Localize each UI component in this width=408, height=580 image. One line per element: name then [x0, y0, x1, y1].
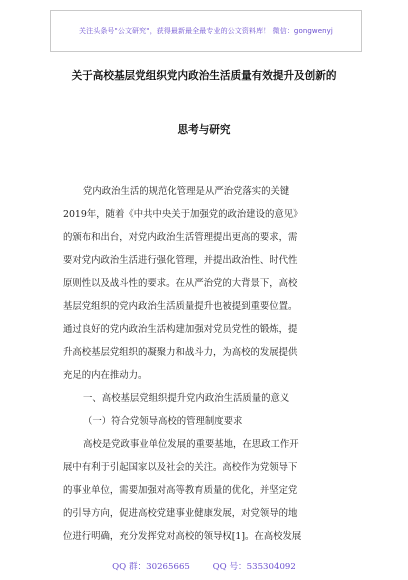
body-line-11: 展中有利于引起国家以及社会的关注。高校作为党领导下	[63, 462, 298, 473]
body-line-2: 2019年，随着《中共中央关于加强党的政治建设的意见》	[63, 209, 303, 220]
body-line-12: 的事业单位，需要加强对高等教育质量的优化，并坚定党	[63, 485, 298, 496]
footer-qq-group: QQ 群：30265665	[112, 562, 190, 572]
body-line-4: 要对党内政治生活进行强化管理，并提出政治性、时代性	[63, 255, 298, 266]
body-line-13: 的引导方向，促进高校党建事业健康发展，对党领导的地	[63, 508, 298, 519]
body-line-10: 高校是党政事业单位发展的重要基地，在思政工作开	[83, 439, 299, 450]
body-line-1: 党内政治生活的规范化管理是从严治党落实的关键	[83, 186, 290, 197]
document-title-line-2: 思考与研究	[177, 124, 231, 136]
document-title-line-1: 关于高校基层党组织党内政治生活质量有效提升及创新的	[71, 70, 337, 82]
body-line-14: 位进行明确，充分发挥党对高校的领导权[1]。在高校发展	[63, 531, 302, 542]
footer-qq-number: QQ 号：535304092	[212, 562, 296, 572]
body-line-5: 原则性以及战斗性的要求。在从严治党的大背景下，高校	[63, 278, 298, 289]
header-notice: 关注头条号"公文研究"，获得最新最全最专业的公文资料库！ 微信：gongwenyj	[79, 27, 333, 35]
body-line-9: 充足的内在推动力。	[63, 370, 148, 381]
body-line-7: 通过良好的党内政治生活构建加强对党员党性的锻炼，提	[63, 324, 298, 335]
header-notice-box	[50, 10, 362, 52]
body-line-8: 升高校基层党组织的凝聚力和战斗力，为高校的发展提供	[63, 347, 298, 358]
body-line-3: 的颁布和出台，对党内政治生活管理提出更高的要求，需	[63, 232, 298, 243]
section-heading-1: 一、高校基层党组织提升党内政治生活质量的意义	[83, 393, 290, 404]
body-line-6: 基层党组织的党内政治生活质量提升也被提到重要位置。	[63, 301, 298, 312]
subsection-heading-1: （一）符合党领导高校的管理制度要求	[83, 416, 243, 427]
footer-contact	[0, 560, 408, 572]
